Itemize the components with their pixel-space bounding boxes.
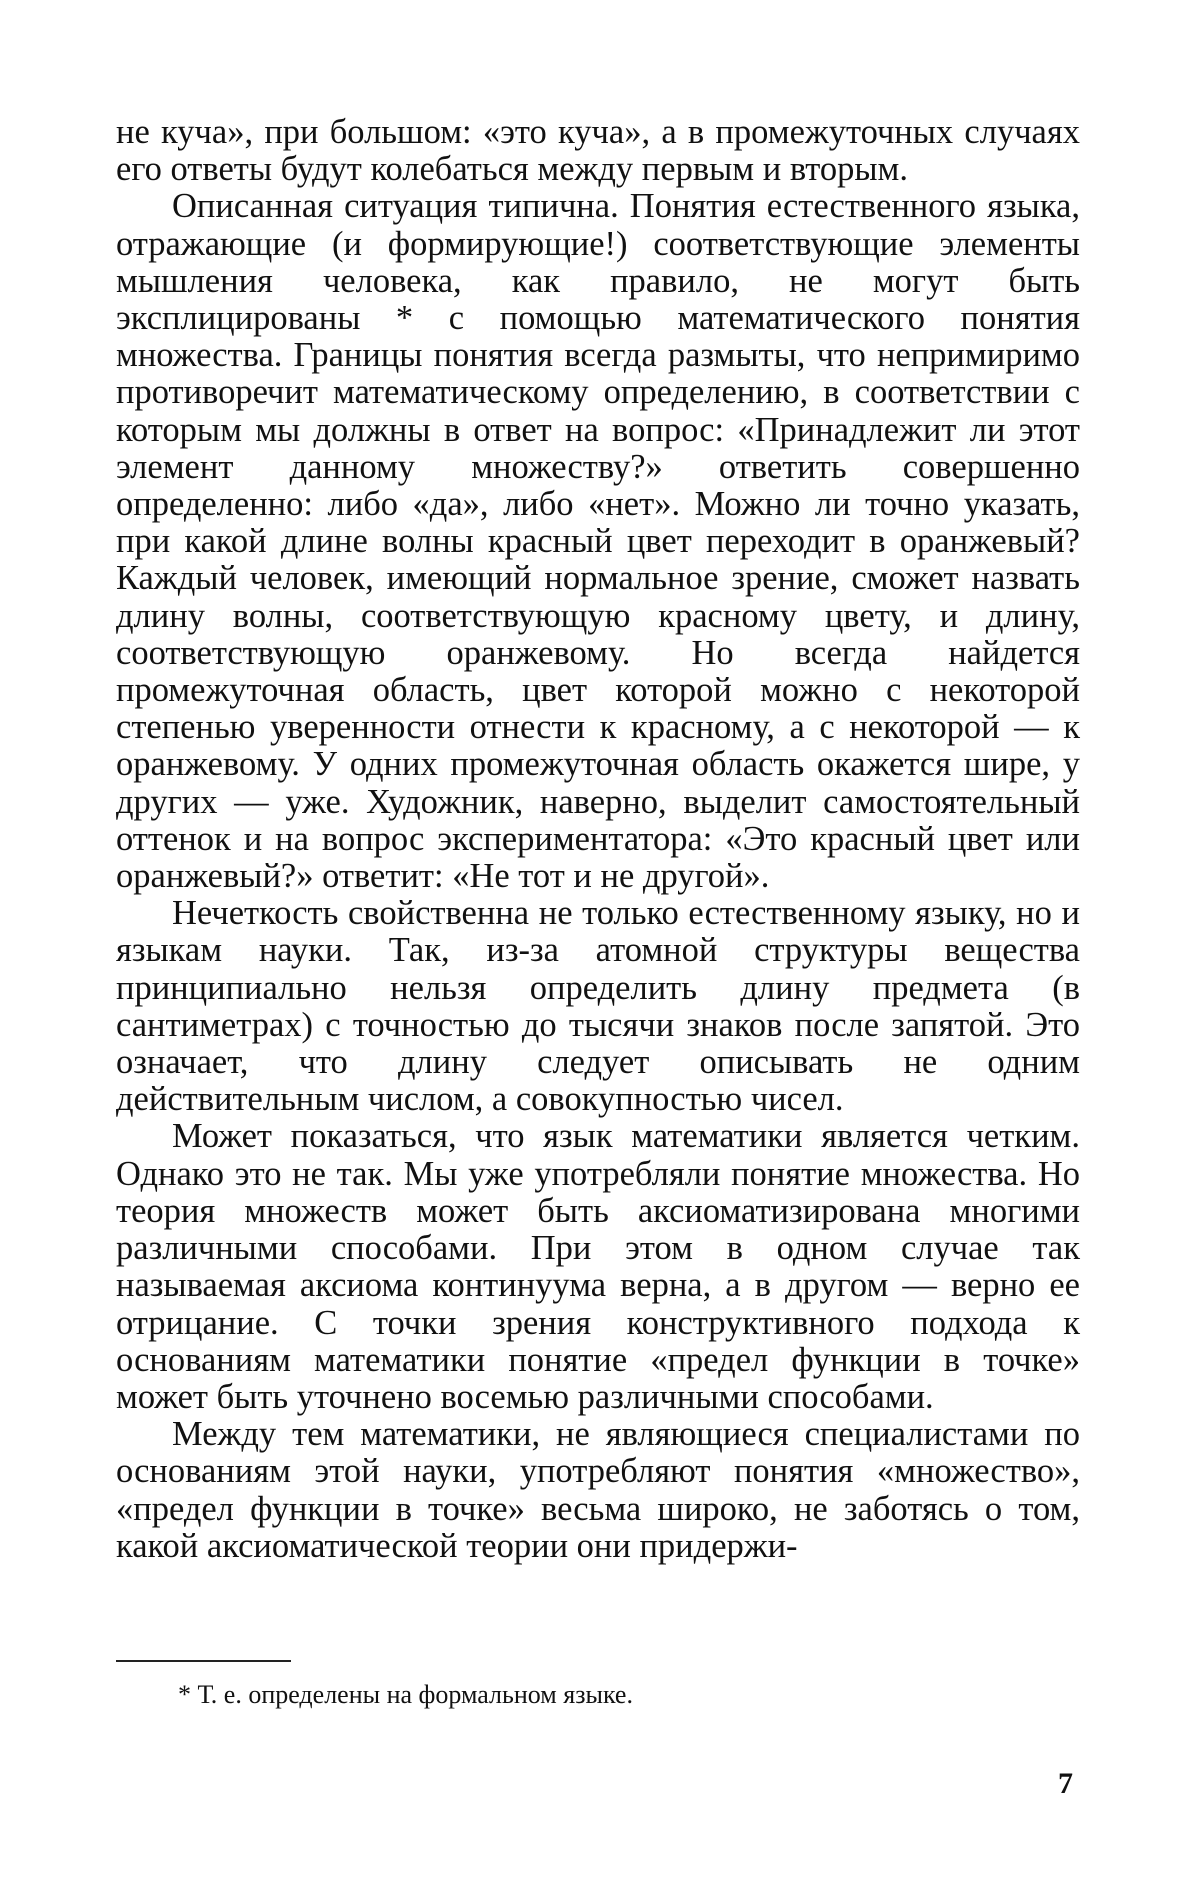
paragraph-fuzzy-concepts: Описанная ситуация типична. Понятия естественного языка, отражающие (и формирующие!) соответствующие элементы мышления человека, как правило, не могут быть эксплицированы * с помощью математического понятия множества. Границы понятия всегда размыты, что непримиримо противоречит математическому определению, в соответствии с которым мы должны в ответ на вопрос: «Принадлежит ли этот элемент данному множеству?» ответить совершенно определенно: либо «да», либо «нет». Можно ли точно указать, при какой длине волны красный цвет переходит в оранжевый? Каждый человек, имеющий нормальное зрение, сможет назвать длину волны, соответствующую красному цвету, и длину, соответствующую оранжевому. Но всегда найдется промежуточная область, цвет которой можно с некоторой степенью уверенности отнести к красному, а с некоторой — к оранжевому. У одних промежуточная область окажется шире, у других — уже. Художник, наверно, выделит самостоятельный оттенок и на вопрос экспериментатора: «Это красный цвет или оранжевый?» ответит: «Не тот и не другой». bbox=[116, 187, 1080, 896]
body-text bbox=[116, 114, 1080, 1565]
footnote: * Т. е. определены на формальном языке. bbox=[178, 1680, 633, 1709]
page-number: 7 bbox=[1058, 1767, 1073, 1800]
paragraph-science-languages: Нечеткость свойственна не только естественному языку, но и языкам науки. Так, из-за атомной структуры вещества принципиально нельзя определить длину предмета (в сантиметрах) с точностью до тысячи знаков после запятой. Это означает, что длину следует описывать не одним действительным числом, а совокупностью чисел. bbox=[116, 894, 1080, 1119]
paragraph-mathematics-language: Может показаться, что язык математики является четким. Однако это не так. Мы уже употребляли понятие множества. Но теория множеств может быть аксиоматизирована многими различными способами. При этом в одном случае так называемая аксиома континуума верна, а в другом — верно ее отрицание. С точки зрения конструктивного подхода к основаниям математики понятие «предел функции в точке» может быть уточнено восемью различными способами. bbox=[116, 1117, 1080, 1416]
paragraph-continuation: не куча», при большом: «это куча», а в промежуточных случаях его ответы будут колебаться между первым и вторым. bbox=[116, 113, 1080, 189]
paragraph-mathematicians-usage: Между тем математики, не являющиеся специалистами по основаниям этой науки, употребляют понятия «множество», «предел функции в точке» весьма широко, не заботясь о том, какой аксиоматической теории они придержи- bbox=[116, 1415, 1080, 1565]
footnote-divider bbox=[116, 1660, 291, 1662]
